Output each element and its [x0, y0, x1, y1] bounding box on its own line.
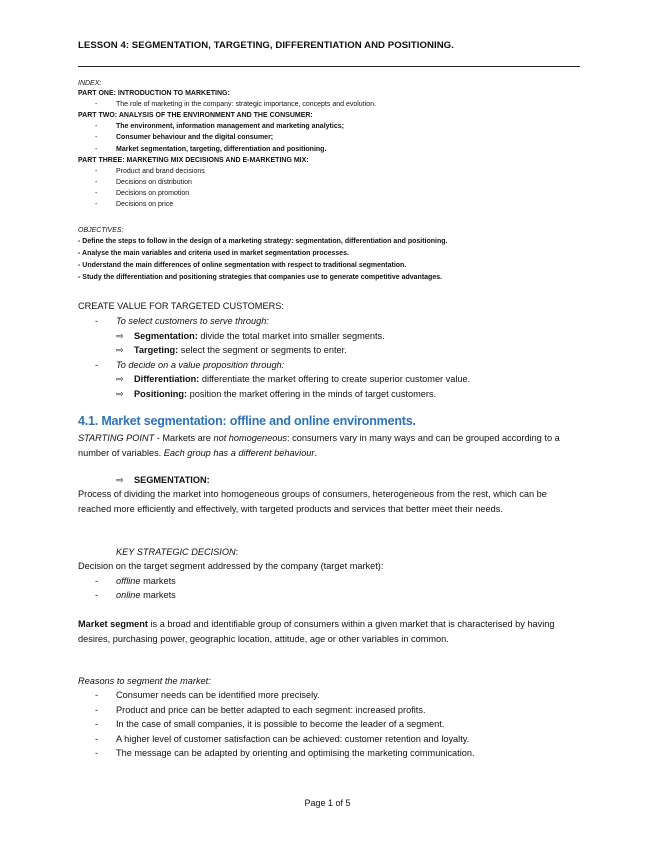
reason-item: A higher level of customer satisfaction can be achieved: customer retention and loyalty.	[116, 734, 470, 744]
bullet-dash: -	[95, 168, 98, 175]
index-item: The environment, information management and marketing analytics;	[116, 123, 344, 130]
objective-item: - Study the differentiation and positioning strategies that companies use to generate competitive advantages.	[78, 274, 443, 281]
reasons-label: Reasons to segment the market:	[78, 676, 211, 686]
market-segment-definition: is a broad and identifiable group of consumers within a given market that is characterised by having desires, purchasing power, geographic location, attitude, age or other variables in common.	[78, 619, 555, 644]
decide-value-line: To decide on a value proposition through:	[116, 360, 285, 370]
differentiation-term: Differentiation:	[134, 374, 200, 384]
bullet-dash: -	[95, 146, 98, 153]
reason-item: The message can be adapted by orienting and optimising the marketing communication.	[116, 748, 475, 758]
bullet-dash: -	[95, 123, 98, 130]
starting-point-label: STARTING POINT	[78, 433, 155, 443]
bullet-dash: -	[95, 101, 98, 108]
segmentation-term: Segmentation:	[134, 331, 198, 341]
reason-item: In the case of small companies, it is possible to become the leader of a segment.	[116, 719, 445, 729]
arrow-icon: ⇨	[116, 331, 124, 341]
online-rest: markets	[140, 590, 176, 600]
index-item: Decisions on promotion	[116, 190, 190, 197]
bullet-dash: -	[95, 179, 98, 186]
key-decision-label	[116, 545, 238, 559]
bullet-dash: -	[95, 590, 99, 600]
starting-rest: : consumers vary in many ways and can be grouped according to a number of variables.	[78, 433, 560, 458]
index-item: Decisions on price	[116, 201, 174, 208]
differentiation-item	[134, 372, 470, 386]
offline-rest: markets	[140, 576, 176, 586]
select-customers-line: To select customers to serve through:	[116, 316, 269, 326]
bullet-dash: -	[95, 190, 98, 197]
arrow-icon: ⇨	[116, 345, 124, 355]
bullet-dash: -	[95, 690, 99, 700]
reason-item: Consumer needs can be identified more precisely.	[116, 690, 320, 700]
online-item	[116, 588, 176, 602]
bullet-dash: -	[95, 134, 98, 141]
each-group: Each group has a different behaviour	[163, 447, 315, 458]
arrow-icon: ⇨	[116, 475, 124, 485]
positioning-term: Positioning:	[134, 389, 188, 399]
reason-item: Product and price can be better adapted to each segment: increased profits.	[116, 705, 426, 715]
arrow-icon: ⇨	[116, 374, 124, 384]
key-decision-text: KEY STRATEGIC DECISION	[116, 547, 236, 557]
index-part-one: PART ONE: INTRODUCTION TO MARKETING:	[78, 90, 230, 97]
bullet-dash: -	[95, 705, 99, 715]
bullet-dash: -	[95, 316, 99, 326]
bullet-dash: -	[95, 734, 99, 744]
bullet-dash: -	[95, 719, 99, 729]
create-value-heading: CREATE VALUE FOR TARGETED CUSTOMERS:	[78, 301, 284, 311]
targeting-text: select the segment or segments to enter.	[178, 345, 347, 355]
positioning-text: position the market offering in the minds of target customers.	[187, 389, 437, 399]
title-divider	[78, 66, 580, 67]
index-item: The role of marketing in the company: strategic importance, concepts and evolution.	[116, 101, 376, 108]
bullet-dash: -	[95, 748, 99, 758]
index-item: Market segmentation, targeting, differentiation and positioning.	[116, 146, 327, 153]
starting-mid: - Markets are	[154, 433, 214, 443]
bullet-dash: -	[95, 360, 99, 370]
not-homogeneous: not homogeneous	[213, 433, 288, 443]
index-item: Product and brand decisions	[116, 168, 205, 175]
differentiation-text: differentiate the market offering to create superior customer value.	[199, 374, 471, 384]
bullet-dash: -	[95, 576, 99, 586]
segmentation-paragraph: Process of dividing the market into homogeneous groups of consumers, heterogeneous from the rest, which can be reached more efficiently and effectively, with targeted products and services that better meet their needs.	[78, 489, 547, 514]
segmentation-text: divide the total market into smaller segments.	[197, 331, 385, 341]
market-segment-paragraph	[78, 617, 578, 646]
arrow-icon: ⇨	[116, 389, 124, 399]
objective-item: - Analyse the main variables and criteria used in market segmentation processes.	[78, 250, 349, 257]
index-part-three: PART THREE: MARKETING MIX DECISIONS AND E-MARKETING MIX:	[78, 157, 309, 164]
section-heading: 4.1. Market segmentation: offline and online environments.	[78, 414, 416, 428]
period: .	[314, 447, 318, 458]
offline-item	[116, 574, 176, 588]
objective-item: - Understand the main differences of online segmentation with respect to traditional segmentation.	[78, 262, 407, 269]
objective-item: - Define the steps to follow in the design of a marketing strategy: segmentation, differentiation and positioning.	[78, 238, 448, 245]
segmentation-heading: SEGMENTATION:	[134, 475, 210, 485]
document-title: LESSON 4: SEGMENTATION, TARGETING, DIFFERENTIATION AND POSITIONING.	[78, 40, 454, 51]
index-part-two: PART TWO: ANALYSIS OF THE ENVIRONMENT AND THE CONSUMER:	[78, 112, 313, 119]
colon: :	[235, 547, 239, 557]
segmentation-item	[134, 329, 385, 343]
targeting-item	[134, 343, 347, 357]
index-item: Decisions on distribution	[116, 179, 192, 186]
targeting-term: Targeting:	[134, 345, 179, 355]
decision-line: Decision on the target segment addressed by the company (target market):	[78, 561, 384, 571]
starting-point-paragraph	[78, 431, 578, 460]
index-label: INDEX:	[78, 80, 102, 87]
positioning-item	[134, 387, 436, 401]
page-number: Page 1 of 5	[304, 798, 351, 808]
online-word: online	[116, 590, 141, 600]
objectives-label: OBJECTIVES:	[78, 227, 124, 234]
market-segment-term: Market segment	[78, 619, 148, 629]
offline-word: offline	[116, 576, 141, 586]
index-item: Consumer behaviour and the digital consumer;	[116, 134, 274, 141]
bullet-dash: -	[95, 201, 98, 208]
